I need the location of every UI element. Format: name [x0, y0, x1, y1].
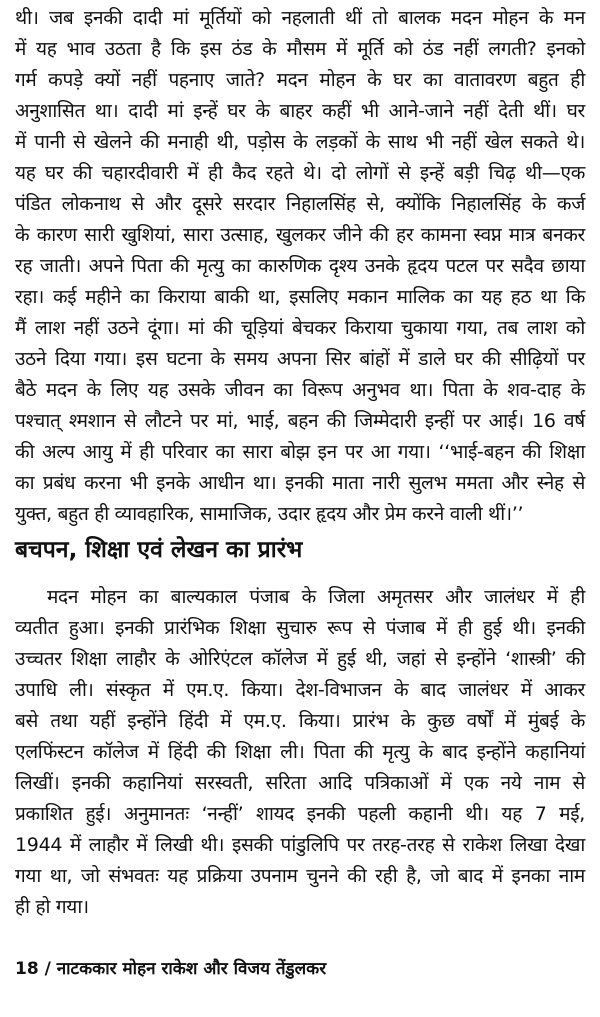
text-line: 1944 में लाहौर में लिखी थी। इसकी पांडुलिपि पर तरह-तरह से राकेश लिखा देखा: [15, 834, 585, 856]
text-line: बैठे मदन के लिए यह उसके जीवन का विरूप अनुभव था। पिता के शव-दाह के: [15, 379, 585, 401]
text-line: प्रकाशित हुई। अनुमानतः ‘नन्हीं’ शायद इनकी पहली कहानी थी। यह 7 मई,: [15, 803, 585, 825]
text-line: युक्त, बहुत ही व्यावहारिक, सामाजिक, उदार हृदय और प्रेम करने वाली थीं।’’: [15, 503, 524, 525]
text-line: रहा। कई महीने का किराया बाकी था, इसलिए मकान मालिक का यह हठ था कि: [15, 286, 585, 308]
text-line: गर्म कपड़े क्यों नहीं पहनाए जाते? मदन मोहन के घर का वातावरण बहुत ही: [15, 69, 585, 91]
text-line: के कारण सारी खुशियां, सारा उत्साह, खुलकर जीने की हर कामना स्वप्न मात्र बनकर: [15, 224, 585, 246]
text-line: गया था, जो संभवतः यह प्रक्रिया उपनाम चुनने की रही है, जो बाद में इनका नाम: [15, 865, 585, 887]
text-line: अनुशासित था। दादी मां इन्हें घर के बाहर कहीं भी आने-जाने नहीं देती थीं। घर: [15, 100, 585, 122]
text-line: लिखीं। इनकी कहानियां सरस्वती, सरिता आदि पत्रिकाओं में एक नये नाम से: [15, 772, 585, 794]
text-line: रह जाती। अपने पिता की मृत्यु का कारुणिक दृश्य उनके हृदय पटल पर सदैव छाया: [15, 255, 585, 277]
text-line: मदन मोहन का बाल्यकाल पंजाब के जिला अमृतसर और जालंधर में ही: [47, 586, 585, 608]
text-line: में यह भाव उठता है कि इस ठंड के मौसम में मूर्ति को ठंड नहीं लगती? इनको: [15, 38, 585, 60]
section-heading: बचपन, शिक्षा एवं लेखन का प्रारंभ: [15, 537, 303, 563]
text-line: पंडित लोकनाथ से और दूसरे सरदार निहालसिंह से, क्योंकि निहालसिंह के कर्ज: [15, 193, 585, 215]
text-line: उपाधि ली। संस्कृत में एम.ए. किया। देश-विभाजन के बाद जालंधर में आकर: [15, 679, 585, 701]
text-line: पश्चात् श्मशान से लौटने पर मां, भाई, बहन की जिम्मेदारी इन्हीं पर आई। 16 वर्ष: [15, 410, 585, 432]
text-line: मैं लाश नहीं उठने दूंगा। मां की चूड़ियां बेचकर किराया चुकाया गया, तब लाश को: [15, 317, 585, 339]
text-line: थी। जब इनकी दादी मां मूर्तियों को नहलाती थीं तो बालक मदन मोहन के मन: [15, 7, 585, 29]
text-line: एलफिंस्टन कॉलेज में हिंदी की शिक्षा ली। पिता की मृत्यु के बाद इन्होंने कहानियां: [15, 741, 585, 763]
text-line: उच्चतर शिक्षा लाहौर के ओरिएंटल कॉलेज में हुई थी, जहां से इन्होंने ‘शास्त्री’ की: [15, 648, 585, 670]
text-line: का प्रबंध करना भी इनके आधीन था। इनकी माता नारी सुलभ ममता और स्नेह से: [15, 472, 585, 494]
text-line: व्यतीत हुआ। इनकी प्रारंभिक शिक्षा सुचारु रूप से पंजाब में ही हुई थी। इनकी: [15, 617, 585, 639]
page-footer: 18 / नाटककार मोहन राकेश और विजय तेंडुलकर: [15, 959, 327, 979]
text-line: यह घर की चहारदीवारी में ही कैद रहते थे। दो लोगों से इन्हें बड़ी चिढ़ थी—एक: [15, 162, 585, 184]
text-line: की अल्प आयु में ही परिवार का सारा बोझ इन पर आ गया। ‘‘भाई-बहन की शिक्षा: [15, 441, 585, 463]
text-line: बसे तथा यहीं इन्होंने हिंदी में एम.ए. किया। प्रारंभ के कुछ वर्षों में मुंबई के: [15, 710, 585, 732]
text-line: ही हो गया।: [15, 896, 89, 918]
text-line: में पानी से खेलने की मनाही थी, पड़ोस के लड़कों के साथ भी नहीं खेल सकते थे।: [15, 131, 585, 153]
text-line: उठने दिया गया। इस घटना के समय अपना सिर बांहों में डाले घर की सीढ़ियों पर: [15, 348, 585, 370]
